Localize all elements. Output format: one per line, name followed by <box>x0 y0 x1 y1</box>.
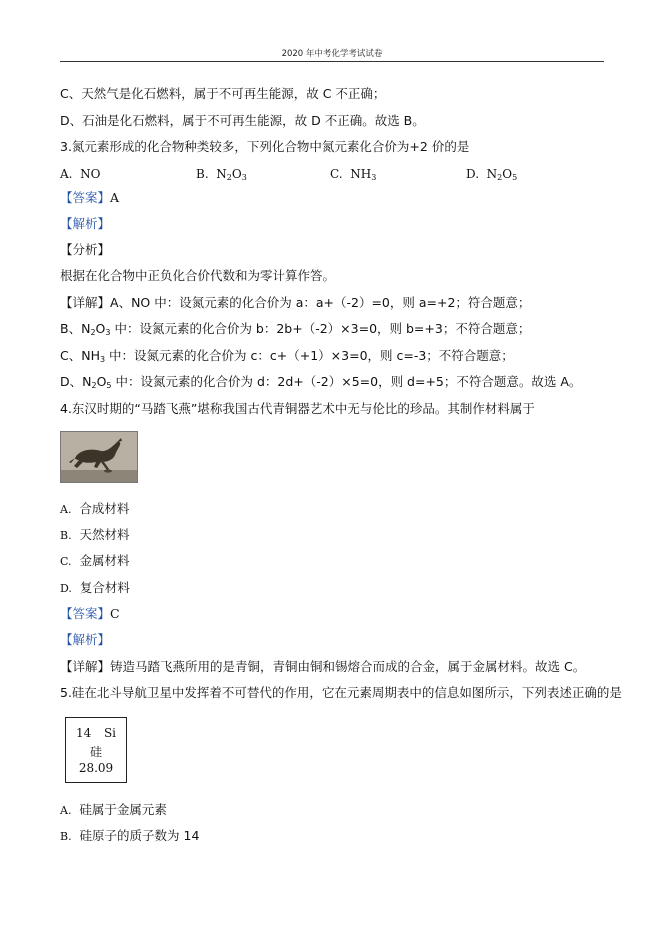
bronze-horse-photo <box>60 431 138 483</box>
option-letter: C. <box>60 555 72 568</box>
option-letter: B. <box>60 830 72 843</box>
q3-detail-a: 【详解】A、NO 中：设氮元素的化合价为 a：a+（-2）=0，则 a=+2；符合题意； <box>60 295 531 310</box>
q3-option-a <box>60 166 100 182</box>
q3-option-d: D. $N_2O_5$ <box>466 167 518 182</box>
detail-label: 【详解】 <box>60 659 111 674</box>
option-letter: B. <box>60 529 72 542</box>
option-letter: B. <box>196 167 209 181</box>
q3-fenxi-text: 根据在化合物中正负化合价代数和为零计算作答。 <box>60 268 336 283</box>
answer-label: 【答案】 <box>60 190 111 205</box>
q5-option-a: A. 硅属于金属元素 <box>60 802 167 817</box>
option-letter: D. <box>60 582 72 595</box>
q4-detail: 【详解】铸造马踏飞燕所用的是青铜，青铜由铜和锡熔合而成的合金，属于金属材料。故选 C。 <box>60 659 586 674</box>
q4-option-c: C. 金属材料 <box>60 553 130 568</box>
option-letter: C. <box>330 167 343 181</box>
galloping-horse-icon <box>61 432 137 482</box>
q4-analysis-label: 【解析】 <box>60 632 111 647</box>
q3-analysis-label: 【解析】 <box>60 216 111 231</box>
q3-option-b: B. $N_2O_3$ <box>196 167 247 182</box>
page-header: 2020 年中考化学考试试卷 <box>281 49 383 59</box>
q2-line-d: D、石油是化石燃料，属于不可再生能源，故 D 不正确。故选 B。 <box>60 113 425 128</box>
atomic-mass: 28.09 <box>78 761 114 775</box>
q4-option-a: A. 合成材料 <box>60 501 130 516</box>
q3-detail-d: D、$N_2O_5$ 中：设氮元素的化合价为 d：2d+（-2）×5=0，则 d=+5；不符合题意。故选 A。 <box>60 374 582 390</box>
header-divider <box>60 61 604 62</box>
q4-answer <box>60 606 120 622</box>
q4-option-b: B. 天然材料 <box>60 527 130 542</box>
option-letter: A. <box>60 804 72 817</box>
q3-detail-c: C、$NH_3$ 中：设氮元素的化合价为 c：c+（+1）×3=0，则 c=-3；不符合题意； <box>60 348 514 364</box>
option-letter: A. <box>60 167 73 181</box>
answer-value: A <box>110 190 120 205</box>
detail-label: 【详解】 <box>60 295 111 310</box>
option-formula: NO <box>80 167 101 181</box>
q5-option-b: B. 硅原子的质子数为 14 <box>60 828 200 843</box>
atomic-number: 14 <box>76 726 92 740</box>
q3-stem: 3.氮元素形成的化合物种类较多，下列化合物中氮元素化合价为+2 价的是 <box>60 139 470 154</box>
answer-value: C <box>110 606 120 621</box>
option-letter: D. <box>466 167 480 181</box>
q5-stem: 5.硅在北斗导航卫星中发挥着不可替代的作用，它在元素周期表中的信息如图所示，下列表述正确的是 <box>60 685 622 700</box>
periodic-table-cell <box>65 717 127 783</box>
element-name: 硅 <box>89 745 102 759</box>
element-symbol: Si <box>103 726 116 740</box>
option-letter: A. <box>60 503 72 516</box>
q4-stem: 4.东汉时期的“马踏飞燕”堪称我国古代青铜器艺术中无与伦比的珍品。其制作材料属于 <box>60 401 535 416</box>
q3-option-c: C. $NH_3$ <box>330 167 377 182</box>
q3-detail-b: B、$N_2O_3$ 中：设氮元素的化合价为 b：2b+（-2）×3=0，则 b=+3；不符合题意； <box>60 321 531 337</box>
q3-answer <box>60 190 119 206</box>
q4-option-d: D. 复合材料 <box>60 580 130 595</box>
q3-fenxi-label: 【分析】 <box>60 242 111 257</box>
answer-label: 【答案】 <box>60 606 111 621</box>
q2-line-c: C、天然气是化石燃料，属于不可再生能源，故 C 不正确； <box>60 86 386 101</box>
